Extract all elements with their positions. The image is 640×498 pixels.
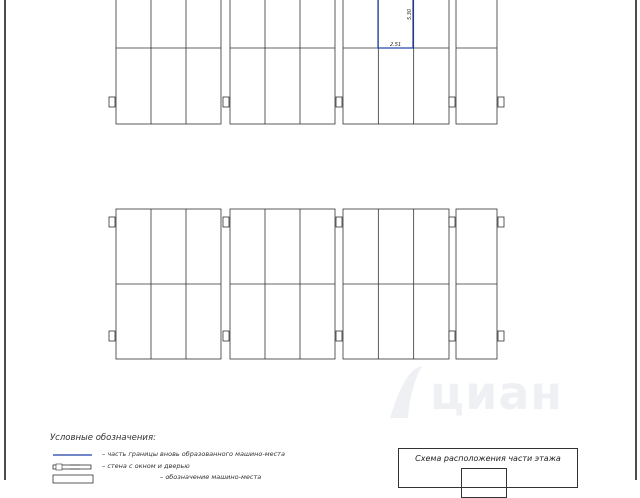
legend-item-boundary bbox=[50, 450, 350, 461]
parking-symbol-icon bbox=[50, 473, 96, 484]
column-marker bbox=[223, 331, 229, 341]
legend-item-text: – стена с окном и дверью bbox=[102, 462, 190, 470]
legend-item-text: – часть границы вновь образованного машино-места bbox=[102, 450, 285, 458]
parking-block bbox=[116, 0, 221, 124]
legend-item-wall bbox=[50, 462, 350, 473]
blue-line-icon bbox=[50, 450, 96, 461]
watermark-text: циан bbox=[430, 366, 564, 420]
highlighted-parking-space bbox=[378, 0, 413, 48]
wall-window-door-icon bbox=[50, 462, 96, 473]
schema-title: Схема расположения части этажа bbox=[415, 454, 561, 463]
legend-item-parking bbox=[50, 473, 350, 484]
parking-block bbox=[343, 0, 449, 124]
column-marker bbox=[109, 97, 115, 107]
schema-inner-rect bbox=[461, 468, 507, 498]
column-marker bbox=[449, 217, 455, 227]
parking-blocks bbox=[109, 0, 504, 359]
watermark bbox=[380, 358, 580, 428]
dimension-width-label: 2.51 bbox=[390, 42, 402, 48]
parking-block bbox=[456, 0, 497, 124]
highlighted-space-outline bbox=[378, 0, 413, 48]
column-marker bbox=[498, 217, 504, 227]
parking-block bbox=[230, 0, 335, 124]
legend-item-text: – обозначение машино-места bbox=[160, 473, 262, 481]
dimension-length-label: 5.30 bbox=[407, 8, 413, 20]
column-marker bbox=[336, 97, 342, 107]
watermark-logo-icon bbox=[380, 358, 430, 428]
column-marker bbox=[223, 217, 229, 227]
column-marker bbox=[336, 331, 342, 341]
legend-title: Условные обозначения: bbox=[50, 433, 156, 443]
column-marker bbox=[336, 217, 342, 227]
column-marker bbox=[498, 331, 504, 341]
column-marker bbox=[449, 331, 455, 341]
column-marker bbox=[498, 97, 504, 107]
column-marker bbox=[109, 217, 115, 227]
column-marker bbox=[449, 97, 455, 107]
column-marker bbox=[223, 97, 229, 107]
column-marker bbox=[109, 331, 115, 341]
schema-box bbox=[398, 448, 578, 488]
